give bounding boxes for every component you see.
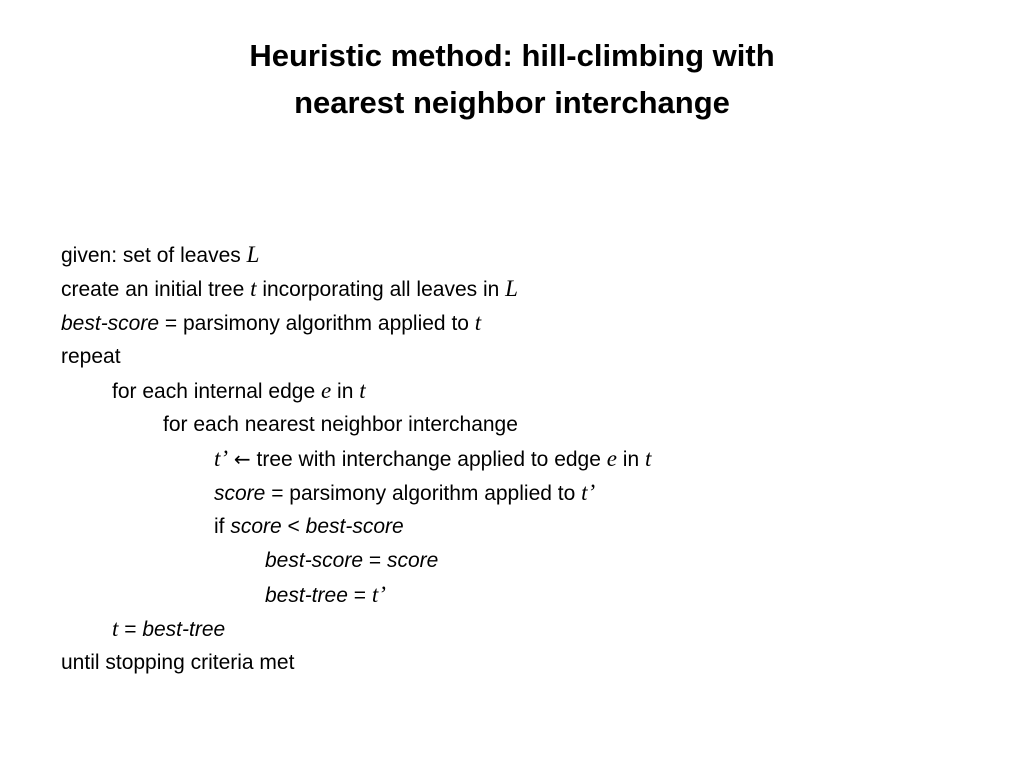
pseudocode-line-score	[61, 476, 651, 510]
pseudocode-line-apply-interchange	[61, 442, 651, 476]
variable-L: L	[505, 276, 518, 301]
line-text: given: set of leaves	[61, 244, 247, 267]
line-text: =	[347, 584, 372, 607]
pseudocode-line-update-best-score	[61, 544, 651, 578]
term-best-score: best-score	[61, 312, 160, 335]
variable-t: t	[359, 378, 366, 403]
line-text: <	[281, 515, 306, 538]
variable-t: t	[474, 310, 482, 335]
slide-title	[0, 32, 1024, 126]
line-text: = parsimony algorithm applied to	[159, 312, 475, 335]
pseudocode-line-repeat	[61, 340, 651, 374]
term-best-tree: best-tree	[142, 618, 226, 641]
pseudocode-line-if	[61, 510, 651, 544]
line-text: repeat	[61, 345, 121, 368]
line-text: for each nearest neighbor interchange	[163, 413, 518, 436]
variable-t-prime: t’	[371, 582, 386, 607]
pseudocode-line-for-each-nni	[61, 408, 651, 442]
variable-t-prime: t’	[214, 446, 229, 471]
variable-e: e	[320, 378, 332, 403]
pseudocode-line-for-each-edge	[61, 374, 651, 408]
term-best-score: best-score	[265, 549, 364, 572]
pseudocode-line-assign-tree	[61, 612, 651, 646]
variable-t: t	[112, 616, 119, 641]
line-text: until stopping criteria met	[61, 651, 295, 674]
line-text: =	[118, 618, 143, 641]
line-text: for each internal edge	[112, 380, 321, 403]
line-text: incorporating all leaves in	[256, 278, 506, 301]
line-text: create an initial tree	[61, 278, 251, 301]
line-text: tree with interchange applied to edge	[250, 448, 607, 471]
algorithm-pseudocode	[61, 238, 651, 680]
line-text: if	[214, 515, 231, 538]
line-text: = parsimony algorithm applied to	[265, 482, 582, 505]
variable-t: t	[644, 446, 652, 471]
variable-e: e	[606, 446, 617, 471]
pseudocode-line-until	[61, 646, 651, 680]
pseudocode-line-create-tree	[61, 272, 651, 306]
variable-t: t	[250, 276, 257, 301]
term-score: score	[230, 515, 282, 538]
pseudocode-line-update-best-tree	[61, 578, 651, 612]
variable-L: L	[246, 242, 260, 267]
left-arrow-icon: ←	[233, 447, 251, 471]
line-text: =	[363, 549, 387, 572]
term-best-score: best-score	[305, 515, 404, 538]
term-best-tree: best-tree	[265, 584, 348, 607]
pseudocode-line-given	[61, 238, 651, 272]
pseudocode-line-best-score	[61, 306, 651, 340]
line-text: in	[331, 380, 360, 403]
title-line-2: nearest neighbor interchange	[294, 85, 730, 120]
line-text: in	[616, 448, 645, 471]
variable-t-prime: t’	[581, 480, 596, 505]
term-score: score	[386, 549, 439, 572]
title-line-1: Heuristic method: hill-climbing with	[249, 38, 775, 73]
term-score: score	[214, 482, 266, 505]
